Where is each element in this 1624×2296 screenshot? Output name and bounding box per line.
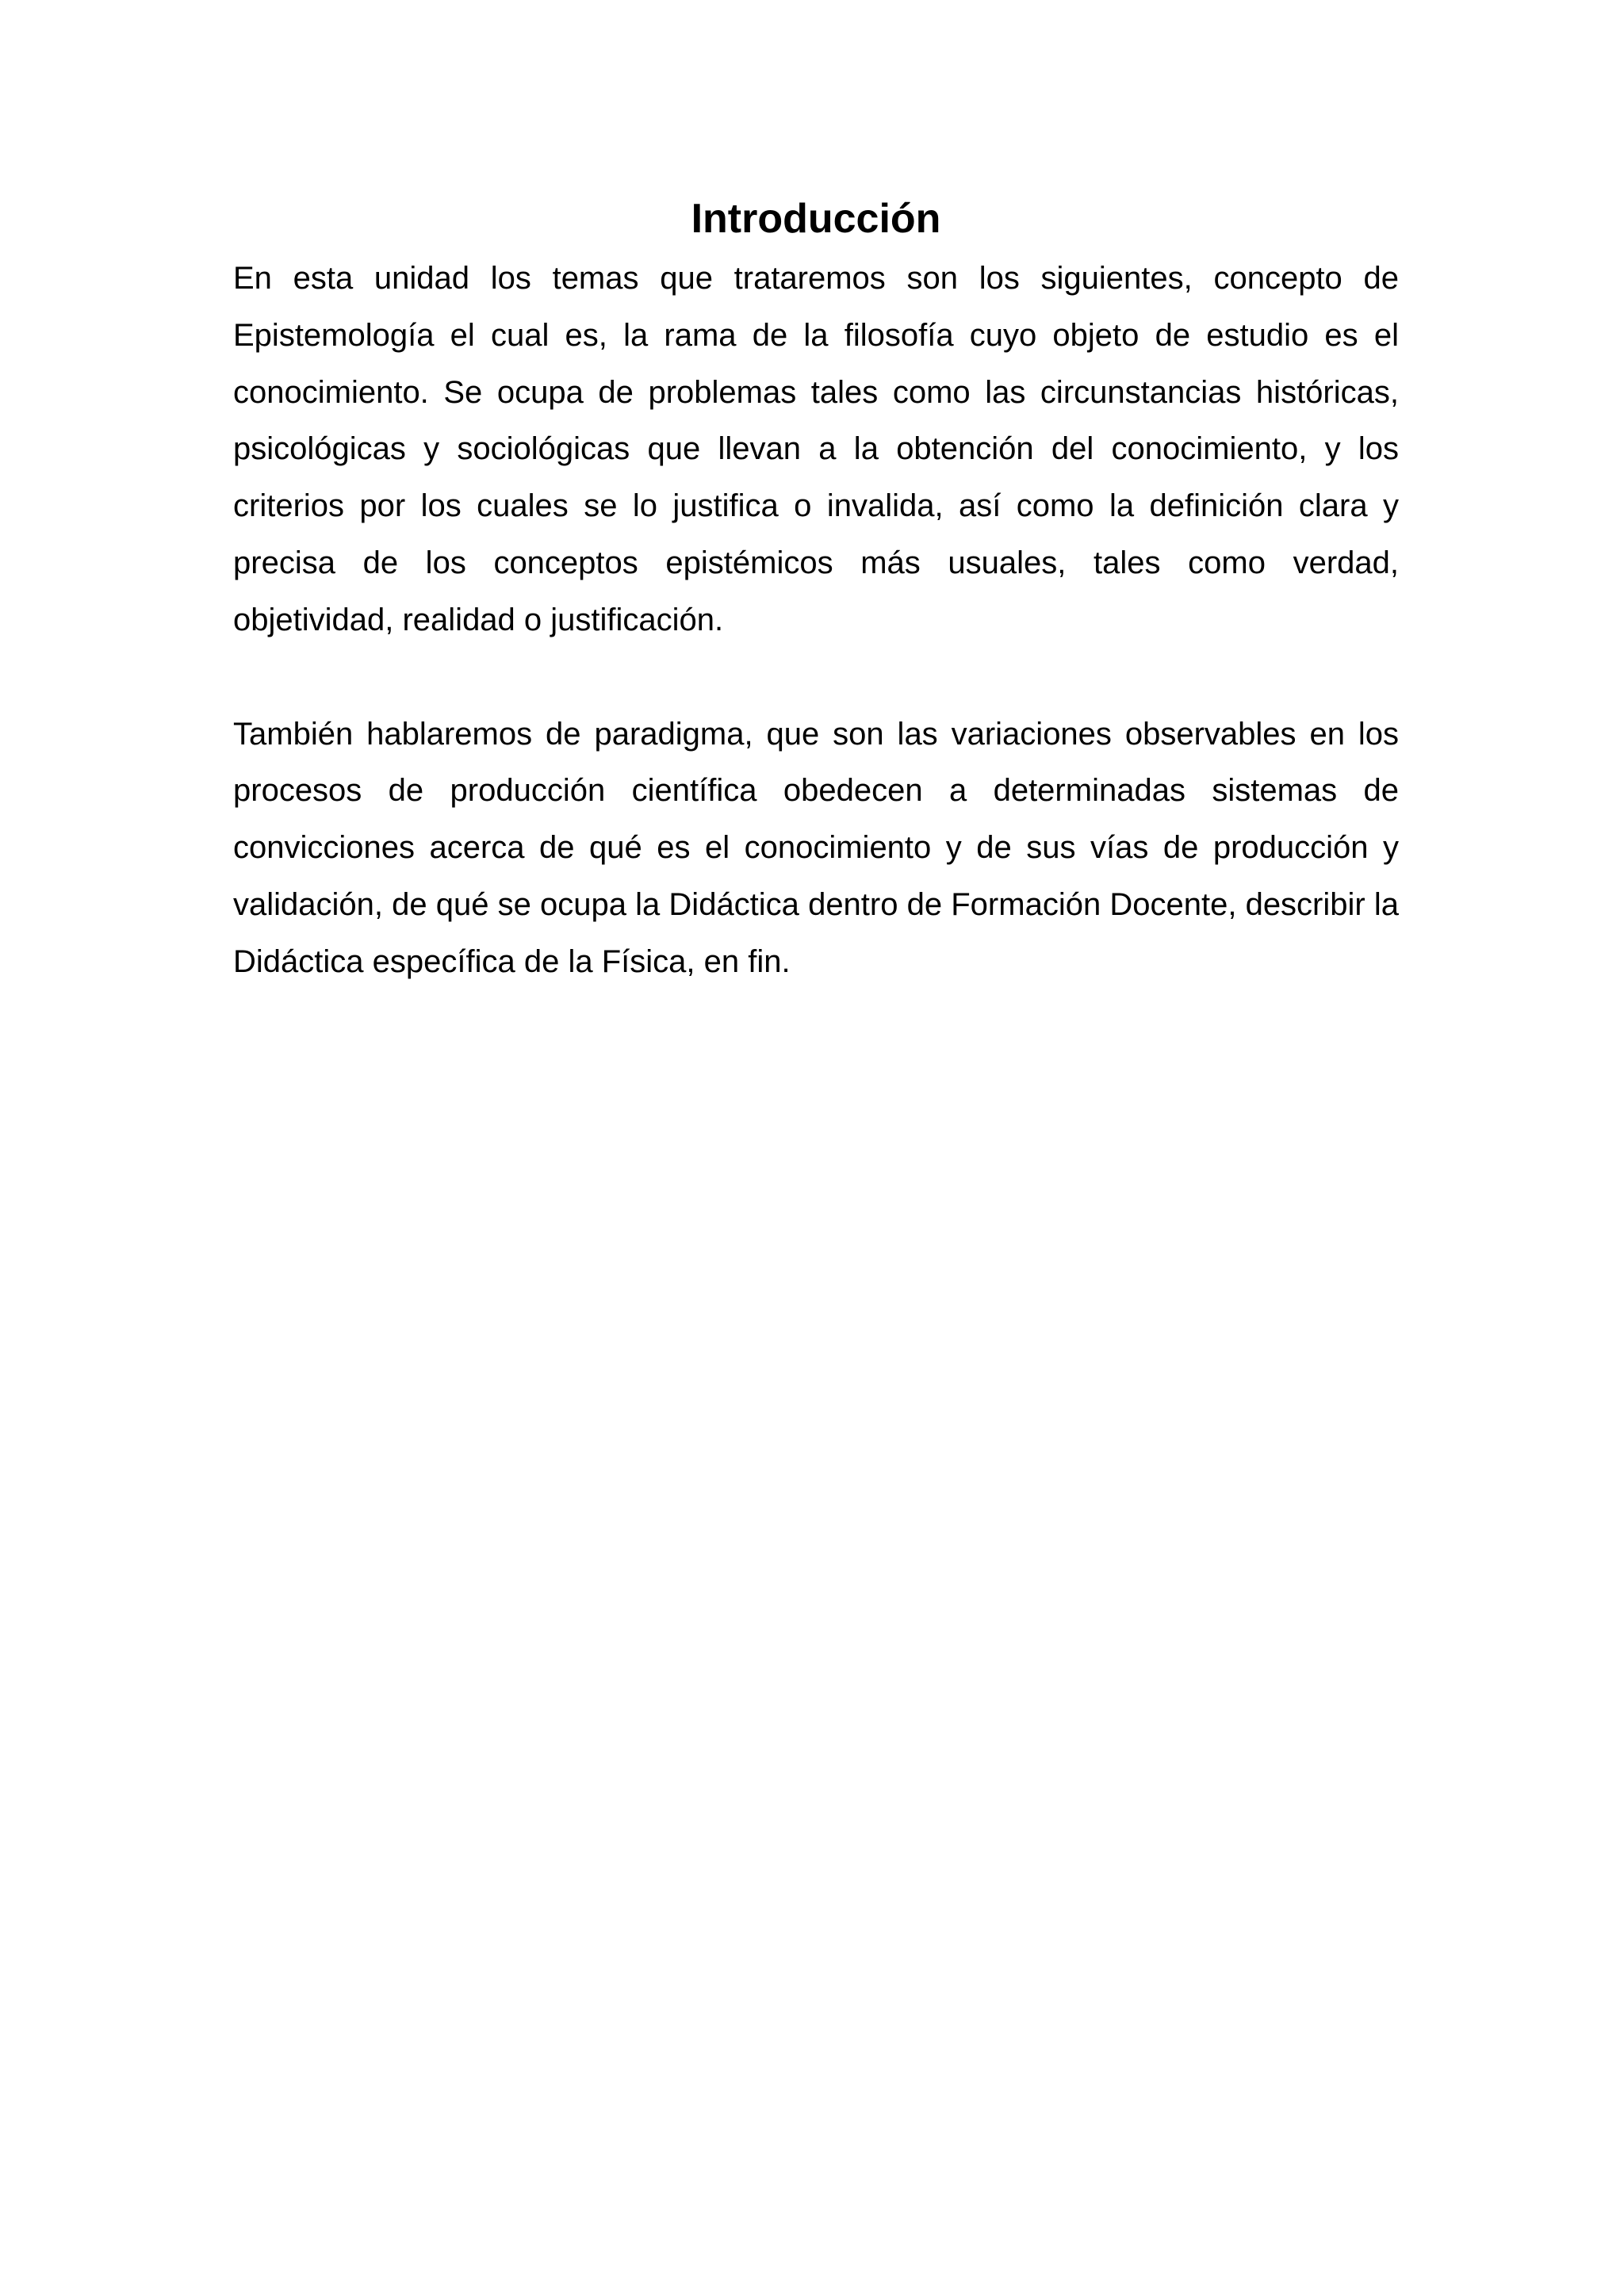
page-content (233, 187, 1399, 991)
paragraph-1: En esta unidad los temas que trataremos son los siguientes, concepto de Epistemología el cual es, la rama de la filosofía cuyo objeto de estudio es el conocimiento. Se ocupa de problemas tales como las circunstancias históricas, psicológicas y sociológicas que llevan a la obtención del conocimiento, y los criterios por los cuales se lo justifica o invalida, así como la definición clara y precisa de los conceptos epistémicos más usuales, tales como verdad, objetividad, realidad o justificación. (233, 261, 1399, 637)
paragraph-2: También hablaremos de paradigma, que son las variaciones observables en los procesos de producción científica obedecen a determinadas sistemas de convicciones acerca de qué es el conocimiento y de sus vías de producción y validación, de qué se ocupa la Didáctica dentro de Formación Docente, describir la Didáctica específica de la Física, en fin. (233, 716, 1399, 979)
page-title: Introducción (691, 196, 941, 242)
